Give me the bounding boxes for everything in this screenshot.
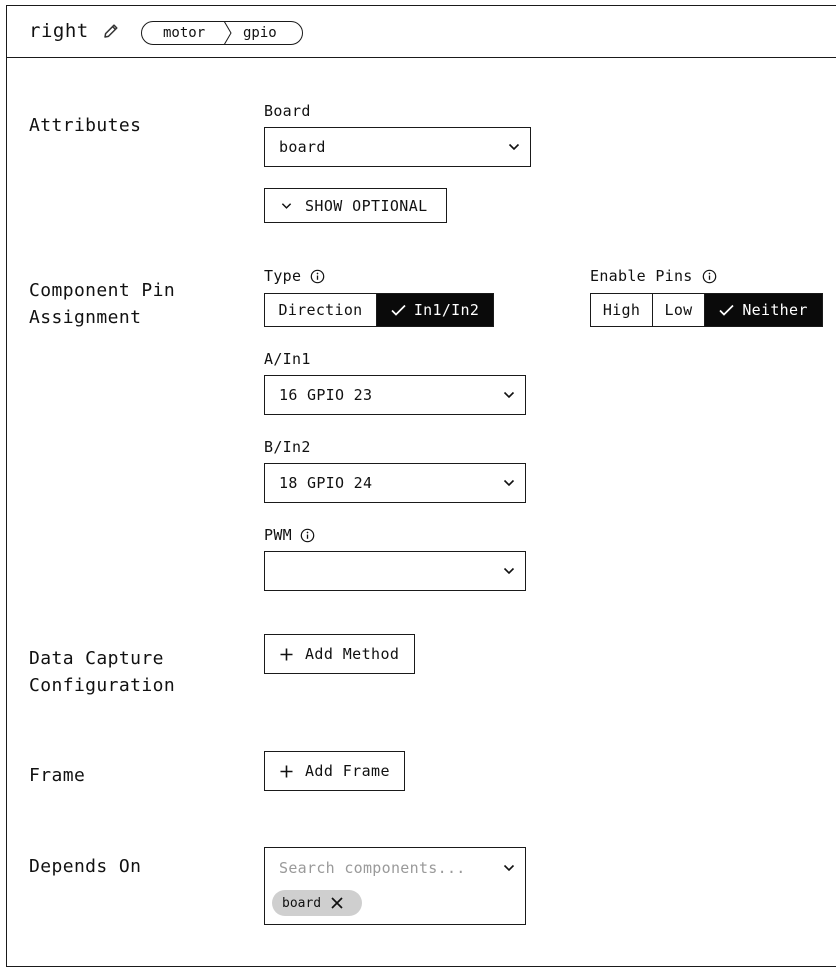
section-pin-assignment-line1: Component Pin: [29, 280, 176, 301]
check-icon: [391, 304, 406, 316]
depends-on-picker: [264, 847, 526, 925]
section-data-capture: [29, 645, 175, 699]
depends-on-search-input[interactable]: Search components...: [279, 859, 466, 877]
chevron-down-icon: [508, 143, 520, 151]
check-icon: [719, 304, 734, 316]
b-in2-select[interactable]: [264, 463, 526, 503]
enable-option-neither[interactable]: [704, 294, 822, 326]
chevron-down-icon[interactable]: [503, 864, 515, 872]
section-pin-assignment: [29, 277, 175, 331]
chevron-down-icon: [503, 391, 515, 399]
section-data-capture-line1: Data Capture: [29, 648, 164, 669]
b-in2-label: B/In2: [264, 438, 311, 456]
dependency-chip-label: board: [282, 895, 322, 911]
type-toggle-group: [264, 293, 494, 327]
board-label: Board: [264, 102, 311, 120]
type-option-in1-in2[interactable]: [376, 294, 493, 326]
show-optional-button[interactable]: [264, 188, 447, 223]
dependency-chip: [272, 890, 362, 916]
info-icon[interactable]: [300, 528, 315, 543]
a-in1-label: A/In1: [264, 350, 311, 368]
add-method-label: Add Method: [305, 645, 400, 663]
breadcrumb-model: gpio: [243, 25, 277, 41]
enable-option-high[interactable]: [591, 294, 652, 326]
a-in1-value: 16 GPIO 23: [279, 386, 373, 404]
enable-pins-toggle-group: [590, 293, 823, 327]
enable-option-low[interactable]: [652, 294, 704, 326]
enable-pins-label-row: [590, 267, 717, 285]
enable-option-neither-label: Neither: [742, 301, 808, 319]
add-method-button[interactable]: [264, 634, 415, 674]
type-option-direction[interactable]: [265, 294, 376, 326]
section-pin-assignment-line2: Assignment: [29, 307, 142, 328]
board-select-value: board: [279, 138, 326, 156]
plus-icon: [280, 765, 293, 778]
chevron-down-icon: [281, 202, 292, 210]
show-optional-label: SHOW OPTIONAL: [305, 196, 428, 215]
type-label: Type: [264, 267, 302, 285]
pwm-label: PWM: [264, 526, 292, 544]
info-icon[interactable]: [702, 269, 717, 284]
enable-pins-label: Enable Pins: [590, 267, 693, 285]
motor-config-card: [6, 5, 836, 967]
section-frame: Frame: [29, 765, 86, 786]
section-data-capture-line2: Configuration: [29, 675, 176, 696]
section-attributes: Attributes: [29, 115, 142, 136]
add-frame-button[interactable]: [264, 751, 405, 791]
breadcrumb-separator-icon: [222, 21, 234, 45]
component-name: right: [29, 20, 89, 42]
chevron-down-icon: [503, 567, 515, 575]
section-depends-on: Depends On: [29, 856, 142, 877]
pwm-select[interactable]: [264, 551, 526, 591]
add-frame-label: Add Frame: [305, 762, 390, 780]
type-option-direction-label: Direction: [278, 301, 363, 319]
enable-option-high-label: High: [602, 301, 641, 319]
card-header: [7, 6, 836, 58]
plus-icon: [280, 648, 293, 661]
close-icon[interactable]: [331, 897, 343, 909]
type-label-row: [264, 267, 325, 285]
enable-option-low-label: Low: [664, 301, 693, 319]
pencil-icon[interactable]: [102, 22, 120, 40]
chevron-down-icon: [503, 479, 515, 487]
info-icon[interactable]: [310, 269, 325, 284]
type-option-in1-in2-label: In1/In2: [413, 301, 480, 319]
board-select[interactable]: [264, 127, 531, 167]
pwm-label-row: [264, 526, 315, 544]
breadcrumb-api: motor: [163, 25, 206, 41]
b-in2-value: 18 GPIO 24: [279, 474, 373, 492]
a-in1-select[interactable]: [264, 375, 526, 415]
breadcrumb: [141, 21, 303, 45]
